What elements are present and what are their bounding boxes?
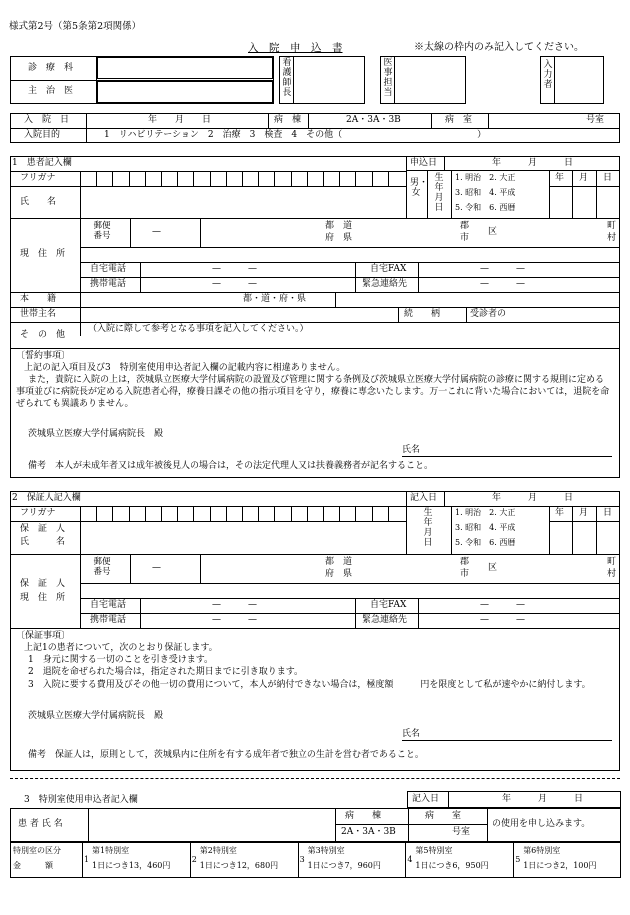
furigana-cell-divider [226,171,227,186]
furigana-cell-divider [193,506,194,521]
attending-doctor-label: 主 治 医 [28,86,74,96]
guarantor-home-phone-dashes[interactable]: — — [212,600,258,610]
dob-day-label: 日 [603,173,613,183]
furigana-cell-divider [177,171,178,186]
dob-label: 生年月日 [434,173,444,213]
pledge-addressee: 茨城県立医療大学付属病院長 殿 [28,429,164,439]
furigana-cell-divider [210,171,211,186]
guarantor-era-options-1[interactable]: 1. 明治 2. 大正 [455,508,516,517]
department-label: 診 療 科 [28,63,74,73]
furigana-cell-divider [161,506,162,521]
room-kind-label: 特別室の区分 [13,846,61,855]
room-divider [190,842,191,878]
mobile-phone-dashes[interactable]: — — [212,279,258,289]
home-fax-label: 自宅FAX [370,264,407,274]
room-name: 第2特別室 [199,846,237,855]
attending-doctor-input[interactable] [97,81,273,103]
other-instruction: （入院に際して参考となる事項を記入してください。） [88,324,309,334]
emergency-contact-dashes[interactable]: — — [480,279,526,289]
room-number[interactable]: 3 [299,855,305,864]
guarantor-name-label-2: 氏 名 [20,537,66,547]
room-label: 病 室 [445,115,473,125]
sec3-ward-label: 病 棟 [345,811,382,821]
guarantor-prefecture-top: 都 道 [325,557,353,567]
furigana-cell-divider [112,171,113,186]
guarantor-prefecture-bottom: 府 県 [325,569,353,579]
ward-options[interactable]: 2A・3A・3B [346,115,401,125]
sec3-patient-name-label: 患 者 氏 名 [18,819,63,829]
shi-label: 市 [460,233,470,243]
department-input[interactable] [97,57,273,79]
furigana-cell-divider [274,506,275,521]
guarantor-era-options-2[interactable]: 3. 昭和 4. 平成 [455,523,516,532]
furigana-cell-divider [242,506,243,521]
room-suffix: 号室 [586,115,605,125]
guarantor-note: 備考 保証人は，原則として，茨城県内に住所を有する成年者で独立の生計を営む者であること。 [28,750,424,760]
guarantee-item-2: 2 退院を命ぜられた場合は，指定された期日までに引き取ります。 [28,667,304,677]
furigana-cell-divider [112,506,113,521]
room-price: 1日につき13，460円 [92,861,171,870]
furigana-cell-divider [339,506,340,521]
furigana-cell-divider [193,171,194,186]
ku-label: 区 [488,227,498,237]
furigana-cell-divider [96,506,97,521]
guarantor-dob-year: 年 [555,508,565,518]
guarantor-address-label-2: 現 住 所 [20,593,66,603]
guarantee-addressee: 茨城県立医療大学付属病院長 殿 [28,711,164,721]
prefecture-label-top: 都 道 [325,221,353,231]
patient-signature-label: 氏名 [402,445,421,455]
room-divider [513,842,514,878]
furigana-cell-divider [96,171,97,186]
guarantor-furigana-label: フリガナ [20,508,56,518]
home-fax-dashes[interactable]: — — [480,264,526,274]
furigana-cell-divider [258,171,259,186]
furigana-cell-divider [307,171,308,186]
room-divider [298,842,299,878]
furigana-cell-divider [355,506,356,521]
furigana-cell-divider [258,506,259,521]
apply-date-label: 申込日 [410,158,438,168]
sex-options[interactable]: 男・女 [410,178,429,198]
machi-label: 町 [607,221,617,231]
furigana-cell-divider [226,506,227,521]
guarantor-section [10,491,620,771]
furigana-cell-divider [210,506,211,521]
furigana-cell-divider [388,171,389,186]
gun-label: 郡 [460,221,470,231]
room-number[interactable]: 1 [84,855,90,864]
guarantor-address-label-1: 保 証 人 [20,579,66,589]
guarantor-machi-label: 町 [607,557,617,567]
mura-label: 村 [607,233,617,243]
room-name: 第1特別室 [92,846,130,855]
ward-label: 病 棟 [274,115,302,125]
admission-purpose-label: 入院目的 [24,130,61,140]
sec3-room-suffix: 号室 [452,827,471,837]
form-number: 様式第2号（第5条第2項関係） [9,21,142,32]
furigana-cell-divider [323,506,324,521]
guarantor-gun-label: 郡 [460,557,470,567]
guarantor-fax-label: 自宅FAX [370,600,407,610]
guarantor-dob-label: 生年月日 [423,508,433,548]
furigana-cell-divider [372,171,373,186]
prefecture-label-bottom: 府 県 [325,233,353,243]
home-phone-dashes[interactable]: — — [212,264,258,274]
room-name: 第6特別室 [523,846,561,855]
furigana-cell-divider [307,506,308,521]
relationship-label: 続 柄 [404,309,441,319]
furigana-cell-divider [129,171,130,186]
furigana-cell-divider [145,506,146,521]
instruction-note: ※太線の枠内のみ記入してください。 [414,42,584,53]
guarantor-fax-dashes[interactable]: — — [480,600,526,610]
room-amount-label: 金 額 [13,861,53,870]
form-title: 入 院 申 込 書 [248,42,343,54]
input-person-label: 入力者 [543,60,553,90]
room-price: 1日につき2，100円 [523,861,597,870]
householder-label: 世帯主名 [20,309,57,319]
room-price: 1日につき6，950円 [415,861,489,870]
section2-heading: 2 保証人記入欄 [12,493,81,503]
admission-purpose-options[interactable]: 1 リハビリテーション 2 治療 3 検査 4 その他（ ） [104,130,487,140]
era-options-2[interactable]: 3. 昭和 4. 平成 [455,188,516,197]
dob-year-label: 年 [555,173,565,183]
medical-affairs-label: 医事担当 [383,58,393,98]
furigana-cell-divider [129,506,130,521]
guarantor-era-options-3[interactable]: 5. 令和 6. 西暦 [455,538,516,547]
furigana-cell-divider [291,171,292,186]
guarantor-dob-day: 日 [603,508,613,518]
furigana-cell-divider [372,506,373,521]
pledge-body: また，貴院に入院の上は，茨城県立医療大学付属病院の設置及び管理に関する条例及び茨城県立医療大学付属病院の診療に関する規則に定める事項並びに病院長が定める入院患者心得，療養日課その他の指示項目を守り，療養に専念いたします。万一これに背いた場合においては，退院を命ぜられても異議ありません。 [16,375,610,409]
patient-name-label: 氏 名 [20,197,57,207]
guarantor-mura-label: 村 [607,569,617,579]
other-label: そ の 他 [20,330,66,340]
guarantor-mobile-phone-label: 携帯電話 [90,615,127,625]
emergency-contact-label: 緊急連絡先 [362,279,408,289]
furigana-label: フリガナ [20,173,56,183]
furigana-cell-divider [274,171,275,186]
furigana-cell-divider [355,171,356,186]
sec3-date-label: 記入日 [412,794,440,804]
pledge-heading: 〔誓約事項〕 [16,351,71,361]
guarantor-postal-label: 郵便番号 [93,557,111,577]
furigana-cell-divider [145,171,146,186]
room-number[interactable]: 5 [515,855,521,864]
room-divider [405,842,406,878]
dob-month-label: 月 [579,173,589,183]
guarantor-emergency-label: 緊急連絡先 [362,615,408,625]
furigana-cell-divider [161,171,162,186]
sec3-apply-text: の使用を申し込みます。 [492,819,591,829]
apply-date-value[interactable]: 年 月 日 [492,158,574,168]
era-options-3[interactable]: 5. 令和 6. 西暦 [455,203,516,212]
guarantor-emergency-dashes[interactable]: — — [480,615,526,625]
room-price: 1日につき7，960円 [307,861,381,870]
furigana-cell-divider [242,171,243,186]
nurse-head-label: 看護師長 [282,58,292,98]
sec3-room-label: 病 室 [425,811,462,821]
guarantee-heading: 〔保証事項〕 [16,631,71,641]
guarantor-date-value[interactable]: 年 月 日 [492,493,574,503]
section1-heading: 1 患者記入欄 [12,158,72,168]
guarantor-date-label: 記入日 [410,493,438,503]
room-name: 第3特別室 [307,846,345,855]
admission-date-label: 入 院 日 [24,115,70,125]
guarantor-shi-label: 市 [460,569,470,579]
address-label: 現 住 所 [20,249,66,259]
patient-note: 備考 本人が未成年者又は成年被後見人の場合は，その法定代理人又は扶養義務者が記名すること。 [28,461,434,471]
room-price: 1日につき12，680円 [199,861,279,870]
pledge-line-1: 上記の記入項目及び3 特別室使用申込者記入欄の記載内容に相違ありません。 [24,363,346,373]
furigana-cell-divider [323,171,324,186]
furigana-cell-divider [291,506,292,521]
guarantor-home-phone-label: 自宅電話 [90,600,127,610]
guarantor-dob-month: 月 [579,508,589,518]
sec3-date-value[interactable]: 年 月 日 [502,794,584,804]
sec3-ward-options[interactable]: 2A・3A・3B [341,827,396,837]
guarantee-intro: 上記1の患者について，次のとおり保証します。 [24,643,218,653]
guarantor-signature-label: 氏名 [402,729,421,739]
furigana-cell-divider [339,171,340,186]
relationship-value: 受診者の [470,309,507,319]
guarantor-ku-label: 区 [488,563,498,573]
admission-date-value[interactable]: 年 月 日 [148,115,212,125]
mobile-phone-label: 携帯電話 [90,279,127,289]
furigana-cell-divider [177,506,178,521]
honseki-options[interactable]: 都・道・府・県 [243,294,307,304]
section3-heading: 3 特別室使用申込者記入欄 [24,795,138,805]
guarantor-postal-dash: — [152,563,161,573]
room-number[interactable]: 2 [191,855,197,864]
honseki-label: 本 籍 [20,294,57,304]
guarantor-name-label-1: 保 証 人 [20,524,66,534]
room-name: 第5特別室 [415,846,453,855]
era-options-1[interactable]: 1. 明治 2. 大正 [455,173,516,182]
postal-label: 郵便番号 [93,221,111,241]
furigana-cell-divider [388,506,389,521]
postal-dash: — [152,227,161,237]
guarantor-mobile-phone-dashes[interactable]: — — [212,615,258,625]
room-number[interactable]: 4 [407,855,413,864]
home-phone-label: 自宅電話 [90,264,127,274]
guarantee-item-3: 3 入院に要する費用及びその他一切の費用について，本人が納付できない場合は，極度額 円を限度として私が速やかに納付します。 [28,680,591,690]
guarantee-item-1: 1 身元に関する一切のことを引き受けます。 [28,655,214,665]
